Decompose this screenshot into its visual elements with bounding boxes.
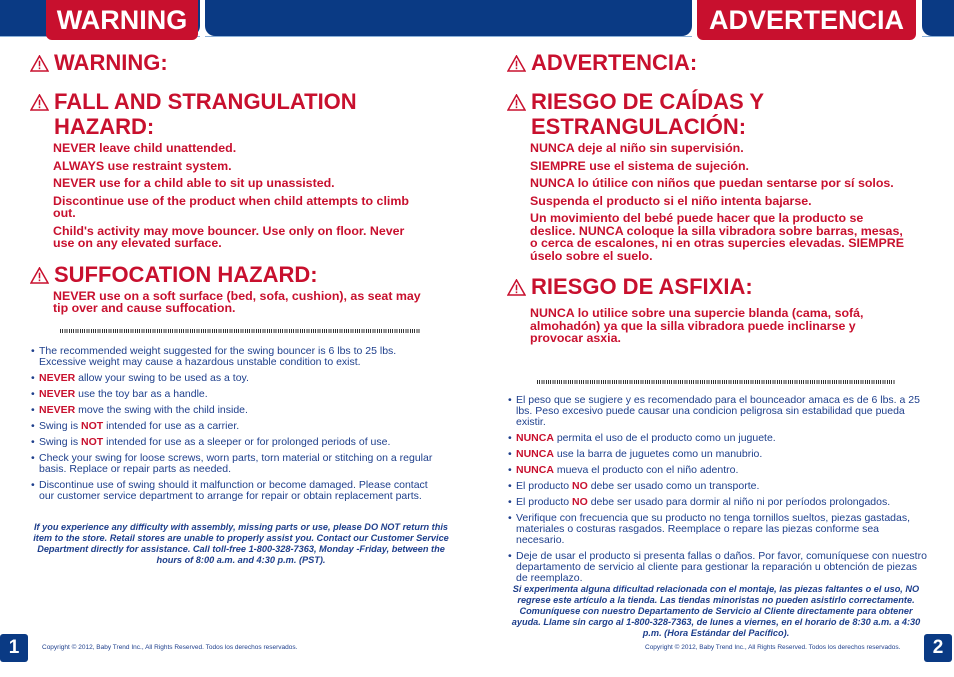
warning-triangle-icon bbox=[507, 94, 526, 111]
suffocation-list bbox=[53, 290, 438, 315]
fall-item: NEVER use for a child able to sit up unassisted. bbox=[53, 176, 335, 190]
warning-heading-text: WARNING: bbox=[54, 50, 168, 75]
list-item: • Verifique con frecuencia que su producto no tenga tornillos sueltos, piezas gastadas, materiales o costuras rasgados. Reemplace o repare las piezas conforme sea necesario. bbox=[507, 513, 927, 546]
fall-item: SIEMPRE use el sistema de sujeción. bbox=[530, 158, 749, 173]
fall-hazard-heading-text: FALL AND STRANGULATION HAZARD: bbox=[54, 89, 357, 139]
list-item: • El producto NO debe ser usado para dormir al niño ni por períodos prolongados. bbox=[507, 497, 927, 508]
warning-triangle-icon bbox=[30, 267, 49, 284]
usage-bullets bbox=[507, 395, 927, 589]
list-item: • NUNCA mueva el producto con el niño adentro. bbox=[507, 465, 927, 476]
dotted-separator bbox=[60, 329, 420, 333]
usage-bullets bbox=[30, 346, 435, 507]
warning-triangle-icon bbox=[507, 55, 526, 72]
fall-item: Suspenda el producto si el niño intenta bajarse. bbox=[530, 193, 812, 208]
fall-item: Un movimiento del bebé puede hacer que la producto se deslice. NUNCA coloque la silla vibradora sobre barras, mesas, o cerca de escalones, ni en otras supercies elevadas. SIEMPRE úselo sobre el suelo. bbox=[530, 211, 904, 263]
warning-heading bbox=[30, 50, 450, 75]
fall-item: NUNCA lo útilice con niños que puedan sentarse por sí solos. bbox=[530, 176, 894, 190]
list-item: • The recommended weight suggested for the swing bouncer is 6 lbs to 25 lbs. Excessive weight may cause a hazardous unstable condition to exist. bbox=[30, 346, 435, 368]
list-item: • Swing is NOT intended for use as a sleeper or for prolonged periods of use. bbox=[30, 437, 435, 448]
list-item: • Check your swing for loose screws, worn parts, torn material or stitching on a regular basis. Replace or repair parts as needed. bbox=[30, 453, 435, 475]
riesgo-caidas-list bbox=[530, 142, 905, 262]
fall-item: Child's activity may move bouncer. Use only on floor. Never use on any elevated surface. bbox=[53, 223, 405, 250]
advertencia-heading bbox=[507, 50, 927, 75]
suffocation-text: NUNCA lo utilice sobre una supercie blanda (cama, sofá, almohadón) ya que la silla vibradora puede inclinarse y provocar asxia. bbox=[530, 306, 864, 345]
list-item: • Deje de usar el producto si presenta fallas o daños. Por favor, comuníquese con nuestro departamento de servicio al cliente para gestionar la reparación u obtención de piezas de reemplazo. bbox=[507, 551, 927, 584]
advertencia-tab: ADVERTENCIA bbox=[697, 0, 916, 40]
riesgo-asfixia-heading bbox=[507, 274, 927, 299]
riesgo-asfixia-heading-text: RIESGO DE ASFIXIA: bbox=[531, 274, 753, 299]
list-item: • El peso que se sugiere y es recomendado para el bounceador amaca es de 6 lbs. a 25 lbs. Peso excesivo puede causar una condicion peligrosa sin estabilidad que pueda existir. bbox=[507, 395, 927, 428]
page-number: 2 bbox=[924, 634, 952, 662]
warning-triangle-icon bbox=[507, 279, 526, 296]
header-bar-right bbox=[922, 0, 954, 36]
list-item: • Swing is NOT intended for use as a carrier. bbox=[30, 421, 435, 432]
suffocation-heading bbox=[30, 262, 450, 287]
dotted-separator bbox=[537, 380, 895, 384]
right-warnings-column bbox=[507, 50, 927, 350]
page-number: 1 bbox=[0, 634, 28, 662]
list-item: • NUNCA use la barra de juguetes como un manubrio. bbox=[507, 449, 927, 460]
copyright: Copyright © 2012, Baby Trend Inc., All Rights Reserved. Todos los derechos reservados. bbox=[42, 644, 298, 651]
list-item: • NEVER move the swing with the child inside. bbox=[30, 405, 435, 416]
fall-hazard-heading bbox=[30, 89, 414, 139]
copyright: Copyright © 2012, Baby Trend Inc., All Rights Reserved. Todos los derechos reservados. bbox=[645, 644, 901, 651]
riesgo-caidas-heading bbox=[507, 89, 831, 139]
left-warnings-column bbox=[30, 50, 450, 320]
header-rule-middle bbox=[205, 36, 692, 37]
customer-service-note: Si experimenta alguna dificultad relacionada con el montaje, las piezas faltantes o el uso, NO regrese este artículo a la tienda. Las tiendas minoristas no pueden asistirlo correctamente. Comuníquese con nuestro Departamento de Servicio al Cliente directamente para obtener ayuda. Llame sin cargo al 1-800-328-7363, de lunes a viernes, en el horario de 8:30 a.m. a 4:30 p.m. (Hora Estándar del Pacífico). bbox=[511, 584, 921, 638]
customer-service-note: If you experience any difficulty with assembly, missing parts or use, please DO NOT return this item to the store. Retail stores are unable to properly assist you. Contact our Customer Service Department directly for assistance. Call toll-free 1-800-328-7363, Monday -Friday, between the hours of 8:00 a.m. and 4:30 p.m. (PST). bbox=[33, 522, 449, 565]
list-item: • El producto NO debe ser usado como un transporte. bbox=[507, 481, 927, 492]
suffocation-heading-text: SUFFOCATION HAZARD: bbox=[54, 261, 318, 287]
list-item: • NEVER allow your swing to be used as a toy. bbox=[30, 373, 435, 384]
warning-triangle-icon bbox=[30, 55, 49, 72]
riesgo-caidas-heading-text: RIESGO DE CAÍDAS Y ESTRANGULACIÓN: bbox=[531, 89, 764, 139]
asfixia-list bbox=[530, 307, 905, 345]
list-item: • NUNCA permita el uso de el producto como un juguete. bbox=[507, 433, 927, 444]
fall-item: Discontinue use of the product when child attempts to climb out. bbox=[53, 193, 409, 220]
fall-item: NEVER leave child unattended. bbox=[53, 141, 237, 155]
fall-item: ALWAYS use restraint system. bbox=[53, 158, 232, 173]
list-item: • Discontinue use of swing should it malfunction or become damaged. Please contact our customer service department to arrange for repair or obtain replacement parts. bbox=[30, 480, 435, 502]
header-bar-middle bbox=[205, 0, 692, 36]
suffocation-text: NEVER use on a soft surface (bed, sofa, cushion), as seat may tip over and cause suffocation. bbox=[53, 288, 421, 315]
fall-hazard-list bbox=[53, 142, 413, 250]
list-item: • NEVER use the toy bar as a handle. bbox=[30, 389, 435, 400]
header-rule-right bbox=[922, 36, 954, 37]
advertencia-heading-text: ADVERTENCIA: bbox=[531, 50, 698, 75]
fall-item: NUNCA deje al niño sin supervisión. bbox=[530, 141, 744, 155]
warning-tab: WARNING bbox=[46, 0, 198, 40]
warning-triangle-icon bbox=[30, 94, 49, 111]
